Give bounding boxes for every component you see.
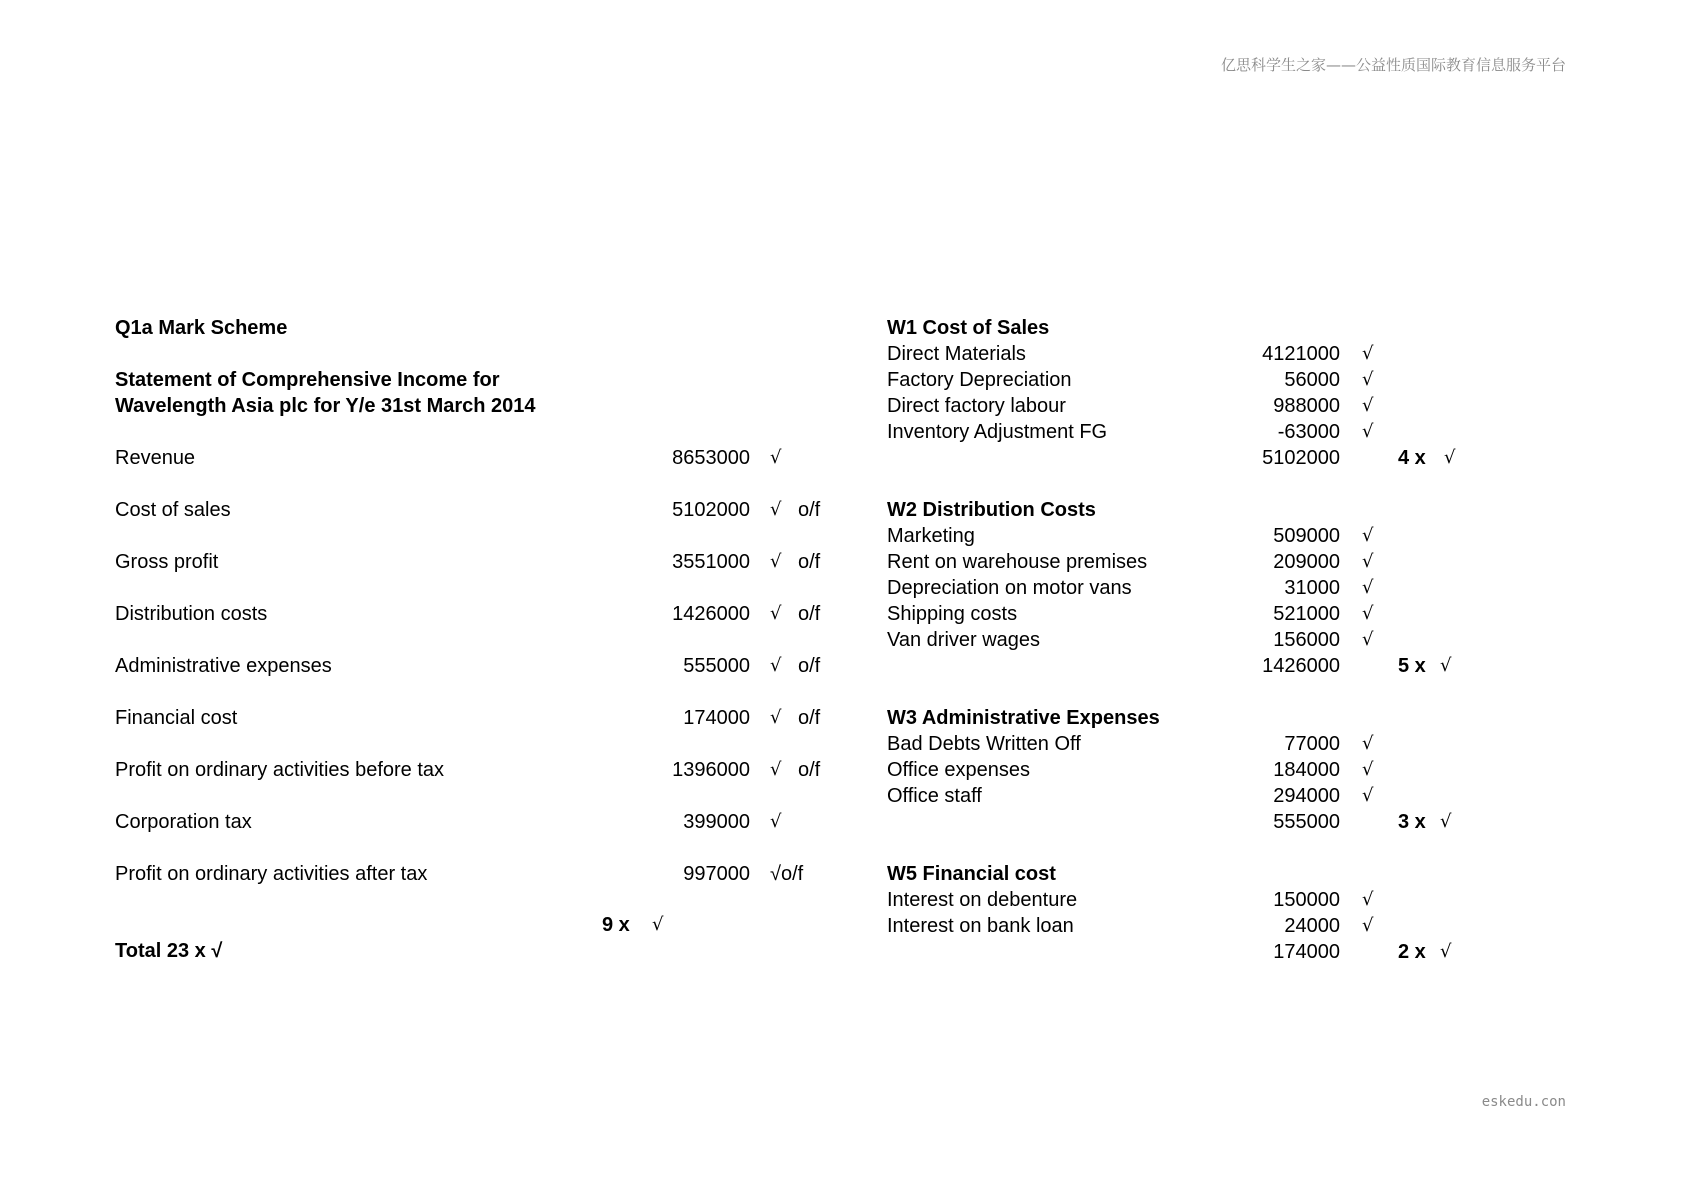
subtotal-check: √: [652, 914, 664, 935]
row-label-administrative-expenses: Administrative expenses: [115, 655, 332, 677]
page-footer: eskedu.con: [1481, 1094, 1566, 1110]
row-of-administrative-expenses: o/f: [798, 655, 821, 677]
w1-item-label: Direct factory labour: [887, 395, 1066, 417]
row-of-financial-cost: o/f: [798, 707, 821, 729]
row-label-distribution-costs: Distribution costs: [115, 603, 268, 625]
w3-item-mark: √: [1362, 785, 1374, 806]
w2-item-value: 509000: [1273, 525, 1340, 547]
w5-item-mark: √: [1362, 889, 1374, 910]
w2-item-value: 156000: [1273, 629, 1340, 651]
row-label-cost-of-sales: Cost of sales: [115, 499, 231, 521]
w2-marks: 5 x: [1398, 655, 1426, 677]
row-mark-profit-after-tax: √o/f: [770, 863, 804, 885]
w1-item-label: Direct Materials: [887, 343, 1026, 365]
w1-item-value: 988000: [1273, 395, 1340, 417]
w3-item-label: Office staff: [887, 785, 982, 807]
w2-item-value: 209000: [1273, 551, 1340, 573]
w2-item-value: 31000: [1284, 577, 1340, 599]
w1-item-value: 56000: [1284, 369, 1340, 391]
w3-item-mark: √: [1362, 759, 1374, 780]
row-of-gross-profit: o/f: [798, 551, 821, 573]
page-header: 亿思科学生之家——公益性质国际教育信息服务平台: [1220, 56, 1566, 74]
w2-item-label: Shipping costs: [887, 603, 1018, 625]
row-value-profit-after-tax: 997000: [683, 863, 750, 885]
statement-title-line1: Statement of Comprehensive Income for: [115, 369, 500, 391]
row-label-corporation-tax: Corporation tax: [115, 811, 252, 833]
row-label-financial-cost: Financial cost: [115, 707, 238, 729]
w3-item-value: 77000: [1284, 733, 1340, 755]
w2-title: W2 Distribution Costs: [887, 499, 1096, 521]
w2-item-mark: √: [1362, 629, 1374, 650]
w2-marks-check: √: [1440, 655, 1452, 676]
w2-item-mark: √: [1362, 551, 1374, 572]
row-label-revenue: Revenue: [115, 447, 196, 469]
w5-item-label: Interest on bank loan: [887, 915, 1074, 937]
row-value-administrative-expenses: 555000: [683, 655, 750, 677]
w2-item-label: Van driver wages: [887, 629, 1041, 651]
w3-item-label: Office expenses: [887, 759, 1031, 781]
w1-item-label: Factory Depreciation: [887, 369, 1072, 391]
w1-title: W1 Cost of Sales: [887, 317, 1050, 339]
w1-item-mark: √: [1362, 343, 1374, 364]
w2-item-mark: √: [1362, 603, 1374, 624]
row-label-profit-after-tax: Profit on ordinary activities after tax: [115, 863, 428, 885]
w3-item-value: 294000: [1273, 785, 1340, 807]
row-mark-administrative-expenses: √: [770, 655, 782, 676]
w1-item-value: -63000: [1277, 421, 1340, 443]
w1-marks-check: √: [1444, 447, 1456, 468]
row-mark-gross-profit: √: [770, 551, 782, 572]
w1-item-mark: √: [1362, 421, 1374, 442]
row-value-distribution-costs: 1426000: [672, 603, 750, 625]
row-value-financial-cost: 174000: [683, 707, 750, 729]
w5-item-value: 150000: [1273, 889, 1340, 911]
w2-item-mark: √: [1362, 525, 1374, 546]
statement-title-line2: Wavelength Asia plc for Y/e 31st March 2014: [115, 395, 536, 417]
w1-total: 5102000: [1262, 447, 1340, 469]
w2-item-mark: √: [1362, 577, 1374, 598]
row-label-profit-before-tax: Profit on ordinary activities before tax: [115, 759, 445, 781]
row-value-gross-profit: 3551000: [672, 551, 750, 573]
row-mark-revenue: √: [770, 447, 782, 468]
w1-item-label: Inventory Adjustment FG: [887, 421, 1108, 443]
row-value-cost-of-sales: 5102000: [672, 499, 750, 521]
row-mark-distribution-costs: √: [770, 603, 782, 624]
w5-item-label: Interest on debenture: [887, 889, 1078, 911]
w2-item-label: Marketing: [887, 525, 975, 547]
w3-item-value: 184000: [1273, 759, 1340, 781]
row-value-corporation-tax: 399000: [683, 811, 750, 833]
mark-scheme-title: Q1a Mark Scheme: [115, 317, 288, 339]
w2-item-label: Depreciation on motor vans: [887, 577, 1132, 599]
row-label-gross-profit: Gross profit: [115, 551, 219, 573]
w2-item-value: 521000: [1273, 603, 1340, 625]
row-value-profit-before-tax: 1396000: [672, 759, 750, 781]
w3-title: W3 Administrative Expenses: [887, 707, 1160, 729]
w1-item-mark: √: [1362, 369, 1374, 390]
row-value-revenue: 8653000: [672, 447, 750, 469]
row-mark-financial-cost: √: [770, 707, 782, 728]
row-mark-corporation-tax: √: [770, 811, 782, 832]
total-marks: Total 23 x √: [115, 940, 223, 962]
w3-marks: 3 x: [1398, 811, 1426, 833]
w3-item-mark: √: [1362, 733, 1374, 754]
w5-total: 174000: [1273, 941, 1340, 963]
w2-item-label: Rent on warehouse premises: [887, 551, 1148, 573]
row-mark-profit-before-tax: √: [770, 759, 782, 780]
row-of-cost-of-sales: o/f: [798, 499, 821, 521]
w1-item-mark: √: [1362, 395, 1374, 416]
w2-total: 1426000: [1262, 655, 1340, 677]
w3-total: 555000: [1273, 811, 1340, 833]
w1-marks: 4 x: [1398, 447, 1426, 469]
w3-marks-check: √: [1440, 811, 1452, 832]
row-mark-cost-of-sales: √: [770, 499, 782, 520]
w3-item-label: Bad Debts Written Off: [887, 733, 1081, 755]
w5-item-mark: √: [1362, 915, 1374, 936]
row-of-distribution-costs: o/f: [798, 603, 821, 625]
w5-marks-check: √: [1440, 941, 1452, 962]
w5-item-value: 24000: [1284, 915, 1340, 937]
row-of-profit-before-tax: o/f: [798, 759, 821, 781]
w1-item-value: 4121000: [1262, 343, 1340, 365]
w5-marks: 2 x: [1398, 941, 1426, 963]
subtotal-marks: 9 x: [602, 914, 630, 936]
w5-title: W5 Financial cost: [887, 863, 1056, 885]
